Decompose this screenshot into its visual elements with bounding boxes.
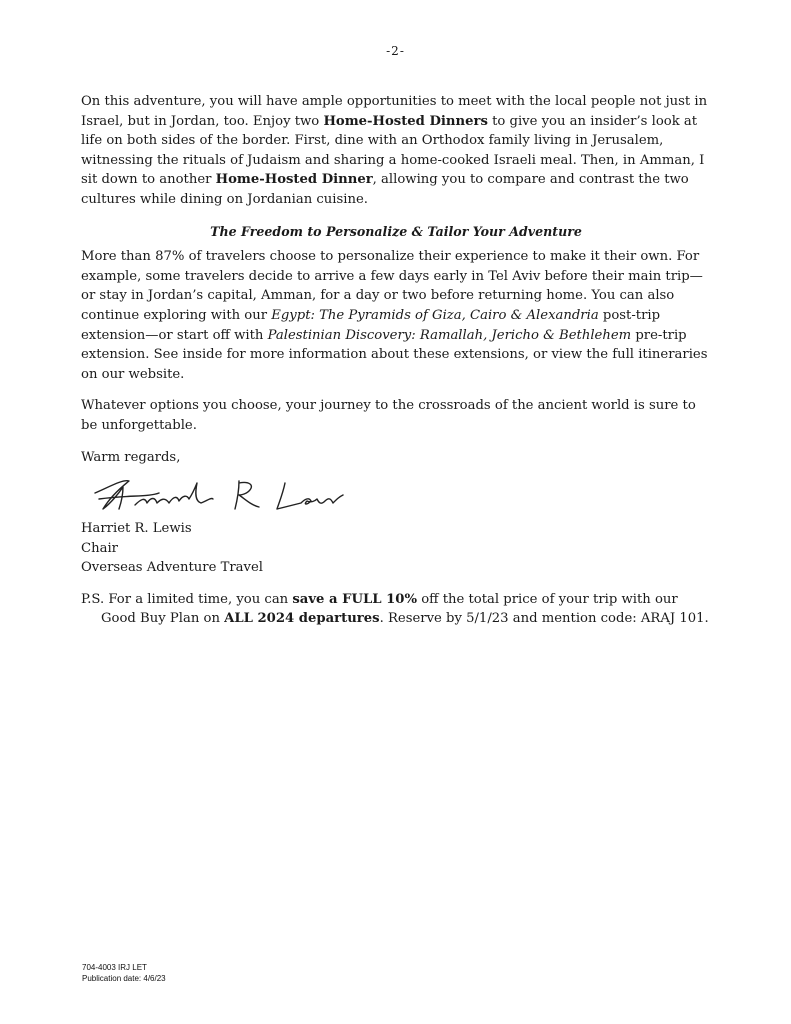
p2-text-c: post-trip extension—or start off with (81, 307, 661, 343)
p1-text-a: On this adventure, you will have ample opportunities to meet with the local people not just in Israel, but in Jordan, too. Enjoy two (81, 94, 708, 129)
handwritten-signature (89, 469, 349, 517)
ps-text-e: . Reserve by 5/1/23 and mention code: ARAJ 101. (379, 611, 709, 627)
p2-italic-d: Palestinian Discovery: Ramallah, Jericho & Bethlehem (267, 327, 632, 343)
page-number: -2- (386, 44, 405, 58)
paragraph-personalize (81, 247, 711, 384)
postscript (81, 590, 711, 629)
p1-text-c: to give you an insider’s look at life on both sides of the border. First, dine with an Orthodox family living in Jerusalem, witnessing the rituals of Judaism and sharing a home-cooked Israeli meal. Then, in Amman, I sit down to another (81, 113, 705, 188)
paragraph-home-hosted-dinners (81, 92, 711, 210)
footer-code: 704-4003 IRJ LET (82, 963, 147, 972)
p1-bold-d: Home-Hosted Dinner (215, 172, 373, 188)
section-heading: The Freedom to Personalize & Tailor Your Adventure (210, 223, 582, 239)
ps-bold-b: save a FULL 10% (292, 591, 418, 607)
ps-text-a: P.S. For a limited time, you can (81, 591, 293, 607)
p1-text-e: , allowing you to compare and contrast the two cultures while dining on Jordanian cuisine. (81, 172, 689, 207)
ps-text-c: off the total price of your trip with our Good Buy Plan on (101, 591, 678, 627)
footer (82, 962, 166, 984)
signer-title: Chair (81, 540, 118, 556)
p2-text-a: More than 87% of travelers choose to personalize their experience to make it their own. For example, some travelers decide to arrive a few days early in Tel Aviv before their main trip—or stay in Jordan’s capital, Amman, for a day or two before returning home. You can also continue exploring with our (81, 249, 703, 323)
ps-bold-d: ALL 2024 departures (224, 611, 380, 627)
letter-body (81, 92, 711, 629)
p2-text-e: pre-trip extension. See inside for more information about these extensions, or view the full itineraries on our website. (81, 327, 708, 382)
footer-publication-date: Publication date: 4/6/23 (82, 974, 166, 983)
closing-salutation: Warm regards, (81, 449, 181, 465)
signer-name: Harriet R. Lewis (81, 521, 192, 537)
signer-block (81, 519, 711, 578)
p2-italic-b: Egypt: The Pyramids of Giza, Cairo & Alexandria (271, 307, 599, 323)
paragraph-conclusion: Whatever options you choose, your journey to the crossroads of the ancient world is sure to be unforgettable. (81, 398, 696, 433)
p1-bold-b: Home-Hosted Dinners (323, 113, 488, 129)
signer-organization: Overseas Adventure Travel (81, 560, 264, 576)
